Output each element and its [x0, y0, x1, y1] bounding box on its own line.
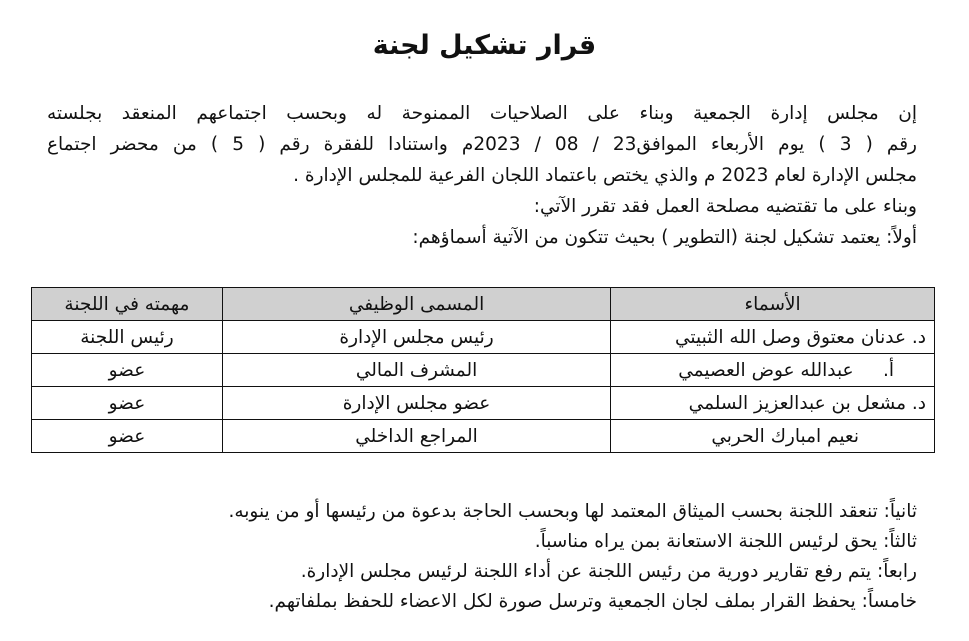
decision-item: رابعاً: يتم رفع تقارير دورية من رئيس اللجنة عن أداء اللجنة لرئيس مجلس الإدارة. — [300, 561, 917, 582]
intro-line: إن مجلس إدارة الجمعية وبناء على الصلاحيات الممنوحة له وبحسب اجتماعهم المنعقد بجلسته — [47, 103, 917, 124]
member-job-title: رئيس مجلس الإدارة — [222, 321, 610, 354]
intro-paragraph — [47, 98, 917, 253]
header-names: الأسماء — [611, 288, 935, 321]
member-name: د. مشعل بن عبدالعزيز السلمي — [611, 387, 935, 420]
member-role: عضو — [32, 387, 223, 420]
table-row — [32, 420, 935, 453]
member-role: عضو — [32, 420, 223, 453]
decision-item: ثالثاً: يحق لرئيس اللجنة الاستعانة بمن يراه مناسباً. — [534, 531, 917, 552]
intro-line: مجلس الإدارة لعام 2023 م والذي يختص باعتماد اللجان الفرعية للمجلس الإدارة . — [293, 165, 917, 186]
member-job-title: المراجع الداخلي — [222, 420, 610, 453]
decision-items — [47, 497, 917, 617]
decision-item: ثانياً: تنعقد اللجنة بحسب الميثاق المعتمد لها وبحسب الحاجة بدعوة من رئيسها أو من ينوبه. — [228, 501, 917, 522]
table-row — [32, 354, 935, 387]
member-role: رئيس اللجنة — [32, 321, 223, 354]
document-title: قرار تشكيل لجنة — [372, 30, 597, 61]
member-name: أ. عبدالله عوض العصيمي — [611, 354, 935, 387]
intro-line: أولاً: يعتمد تشكيل لجنة (التطوير ) بحيث تتكون من الآتية أسماؤهم: — [412, 227, 917, 248]
member-role: عضو — [32, 354, 223, 387]
member-job-title: المشرف المالي — [222, 354, 610, 387]
intro-line: وبناء على ما تقتضيه مصلحة العمل فقد تقرر الآتي: — [533, 196, 917, 217]
decision-item: خامساً: يحفظ القرار بملف لجان الجمعية وترسل صورة لكل الاعضاء للحفظ بملفاتهم. — [268, 591, 917, 612]
member-name: د. عدنان معتوق وصل الله الثبيتي — [611, 321, 935, 354]
header-job-title: المسمى الوظيفي — [222, 288, 610, 321]
table-row — [32, 387, 935, 420]
table-header-row — [32, 288, 935, 321]
intro-line: رقم ( 3 ) يوم الأربعاء الموافق23 / 08 / 2023م واستنادا للفقرة رقم ( 5 ) من محضر اجتماع — [47, 134, 917, 155]
member-name: نعيم امبارك الحربي — [611, 420, 935, 453]
member-job-title: عضو مجلس الإدارة — [222, 387, 610, 420]
table-row — [32, 321, 935, 354]
header-committee-role: مهمته في اللجنة — [32, 288, 223, 321]
committee-members-table — [31, 287, 935, 453]
